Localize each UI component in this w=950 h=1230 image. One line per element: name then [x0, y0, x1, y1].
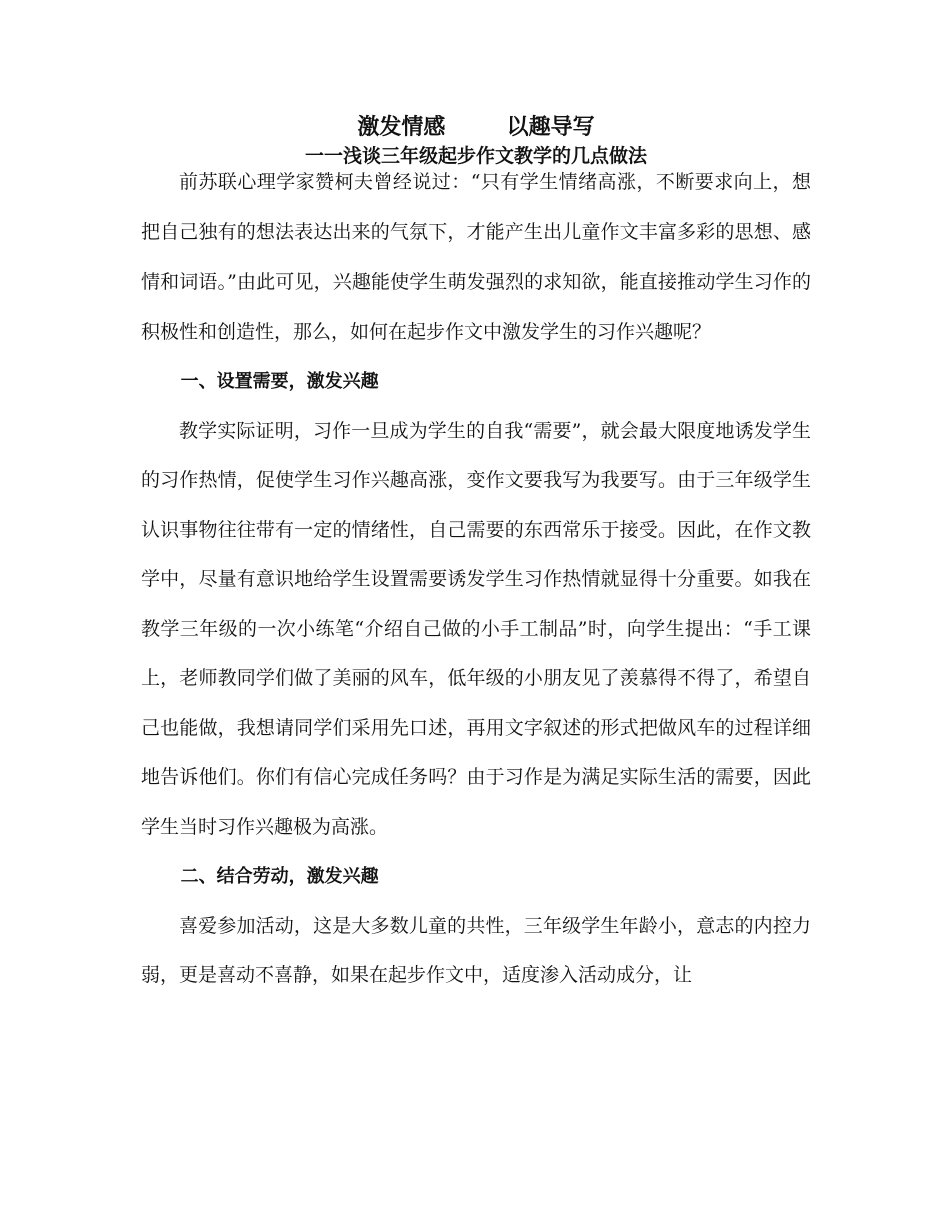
section-heading-2: 二、结合劳动，激发兴趣 — [180, 866, 379, 887]
section-paragraph-1: 教学实际证明，习作一旦成为学生的自我“需要”，就会最大限度地诱发学生的习作热情，促使学生习作兴趣高涨，变作文要我写为我要写。由于三年级学生认识事物往往带有一定的情绪性，自己需要的东西常乐于接受。因此，在作文教学中，尽量有意识地给学生设置需要诱发学生习作热情就显得十分重要。如我在教学三年级的一次小练笔“介绍自己做的小手工制品”时，向学生提出：“手工课上，老师教同学们做了美丽的风车，低年级的小朋友见了羡慕得不得了，希望自己也能做，我想请同学们采用先口述，再用文字叙述的形式把做风车的过程详细地告诉他们。你们有信心完成任务吗？由于习作是为满足实际生活的需要，因此学生当时习作兴趣极为高涨。 — [141, 419, 811, 838]
document-title: 激发情感 以趣导写 — [357, 115, 595, 140]
document-body — [141, 113, 811, 1001]
document-subtitle: 一一浅谈三年级起步作文教学的几点做法 — [304, 145, 647, 167]
section-heading-1: 一、设置需要，激发兴趣 — [180, 371, 379, 392]
section-paragraph-2: 喜爱参加活动，这是大多数儿童的共性，三年级学生年龄小，意志的内控力弱，更是喜动不喜静，如果在起步作文中，适度渗入活动成分，让 — [141, 914, 811, 986]
intro-paragraph: 前苏联心理学家赞柯夫曾经说过：“只有学生情绪高涨，不断要求向上，想把自己独有的想法表达出来的气氛下，才能产生出儿童作文丰富多彩的思想、感情和词语。”由此可见，兴趣能使学生萌发强烈的求知欲，能直接推动学生习作的积极性和创造性，那么，如何在起步作文中激发学生的习作兴趣呢？ — [141, 171, 811, 343]
